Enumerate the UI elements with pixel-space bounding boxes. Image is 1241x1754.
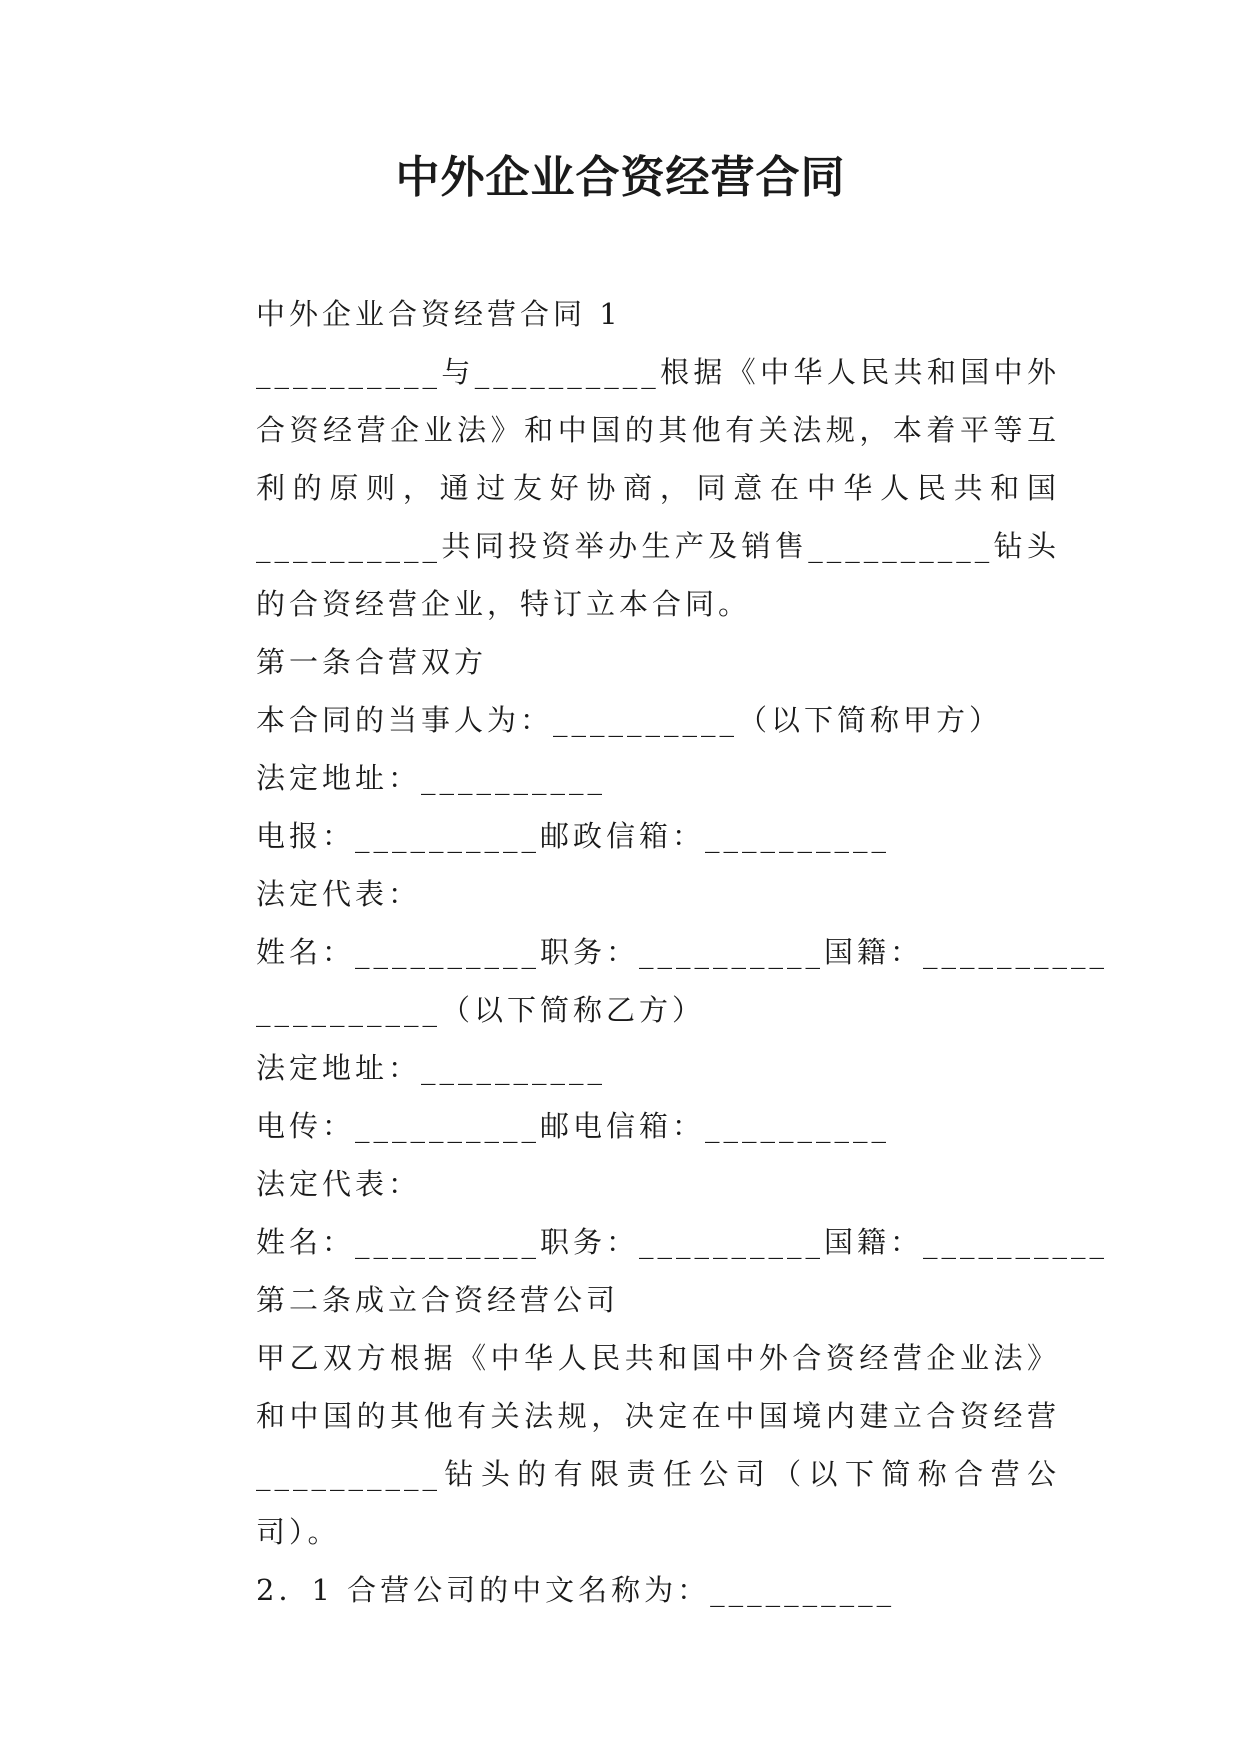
article-2-paragraph: 甲乙双方根据《中华人民共和国中外合资经营企业法》和中国的其他有关法规，决定在中国境内建立合资经营__________钻头的有限责任公司（以下简称合营公司）。 bbox=[256, 1341, 1060, 1549]
party-a-telegram: 电报：__________邮政信箱：__________ bbox=[256, 819, 891, 853]
article-1-heading: 第一条合营双方 bbox=[256, 645, 488, 679]
party-a-address: 法定地址：__________ bbox=[256, 761, 607, 795]
preamble-paragraph: __________与__________根据《中华人民共和国中外合资经营企业法》和中国的其他有关法规，本着平等互利的原则，通过友好协商，同意在中华人民共和国__________共同投资举办生产及销售__________钻头的合资经营企业，特订立本合同。 bbox=[256, 355, 1060, 621]
party-a-rep-details: 姓名：__________职务：__________国籍：__________ bbox=[256, 935, 1109, 969]
document-body bbox=[190, 285, 1109, 1619]
party-b-line: __________（以下简称乙方） bbox=[256, 993, 706, 1027]
party-b-telex: 电传：__________邮电信箱：__________ bbox=[256, 1109, 891, 1143]
party-b-address: 法定地址：__________ bbox=[256, 1051, 607, 1085]
article-2-heading: 第二条成立合资经营公司 bbox=[256, 1283, 620, 1317]
party-a-representative: 法定代表： bbox=[256, 877, 422, 911]
clause-2-1: 2．1 合营公司的中文名称为：__________ bbox=[256, 1573, 896, 1607]
party-b-rep-details: 姓名：__________职务：__________国籍：__________ bbox=[256, 1225, 1109, 1259]
document-title: 中外企业合资经营合同 bbox=[395, 152, 846, 203]
party-a-line: 本合同的当事人为：__________（以下简称甲方） bbox=[256, 703, 1003, 737]
party-b-representative: 法定代表： bbox=[256, 1167, 422, 1201]
contract-subtitle: 中外企业合资经营合同 1 bbox=[256, 297, 622, 331]
